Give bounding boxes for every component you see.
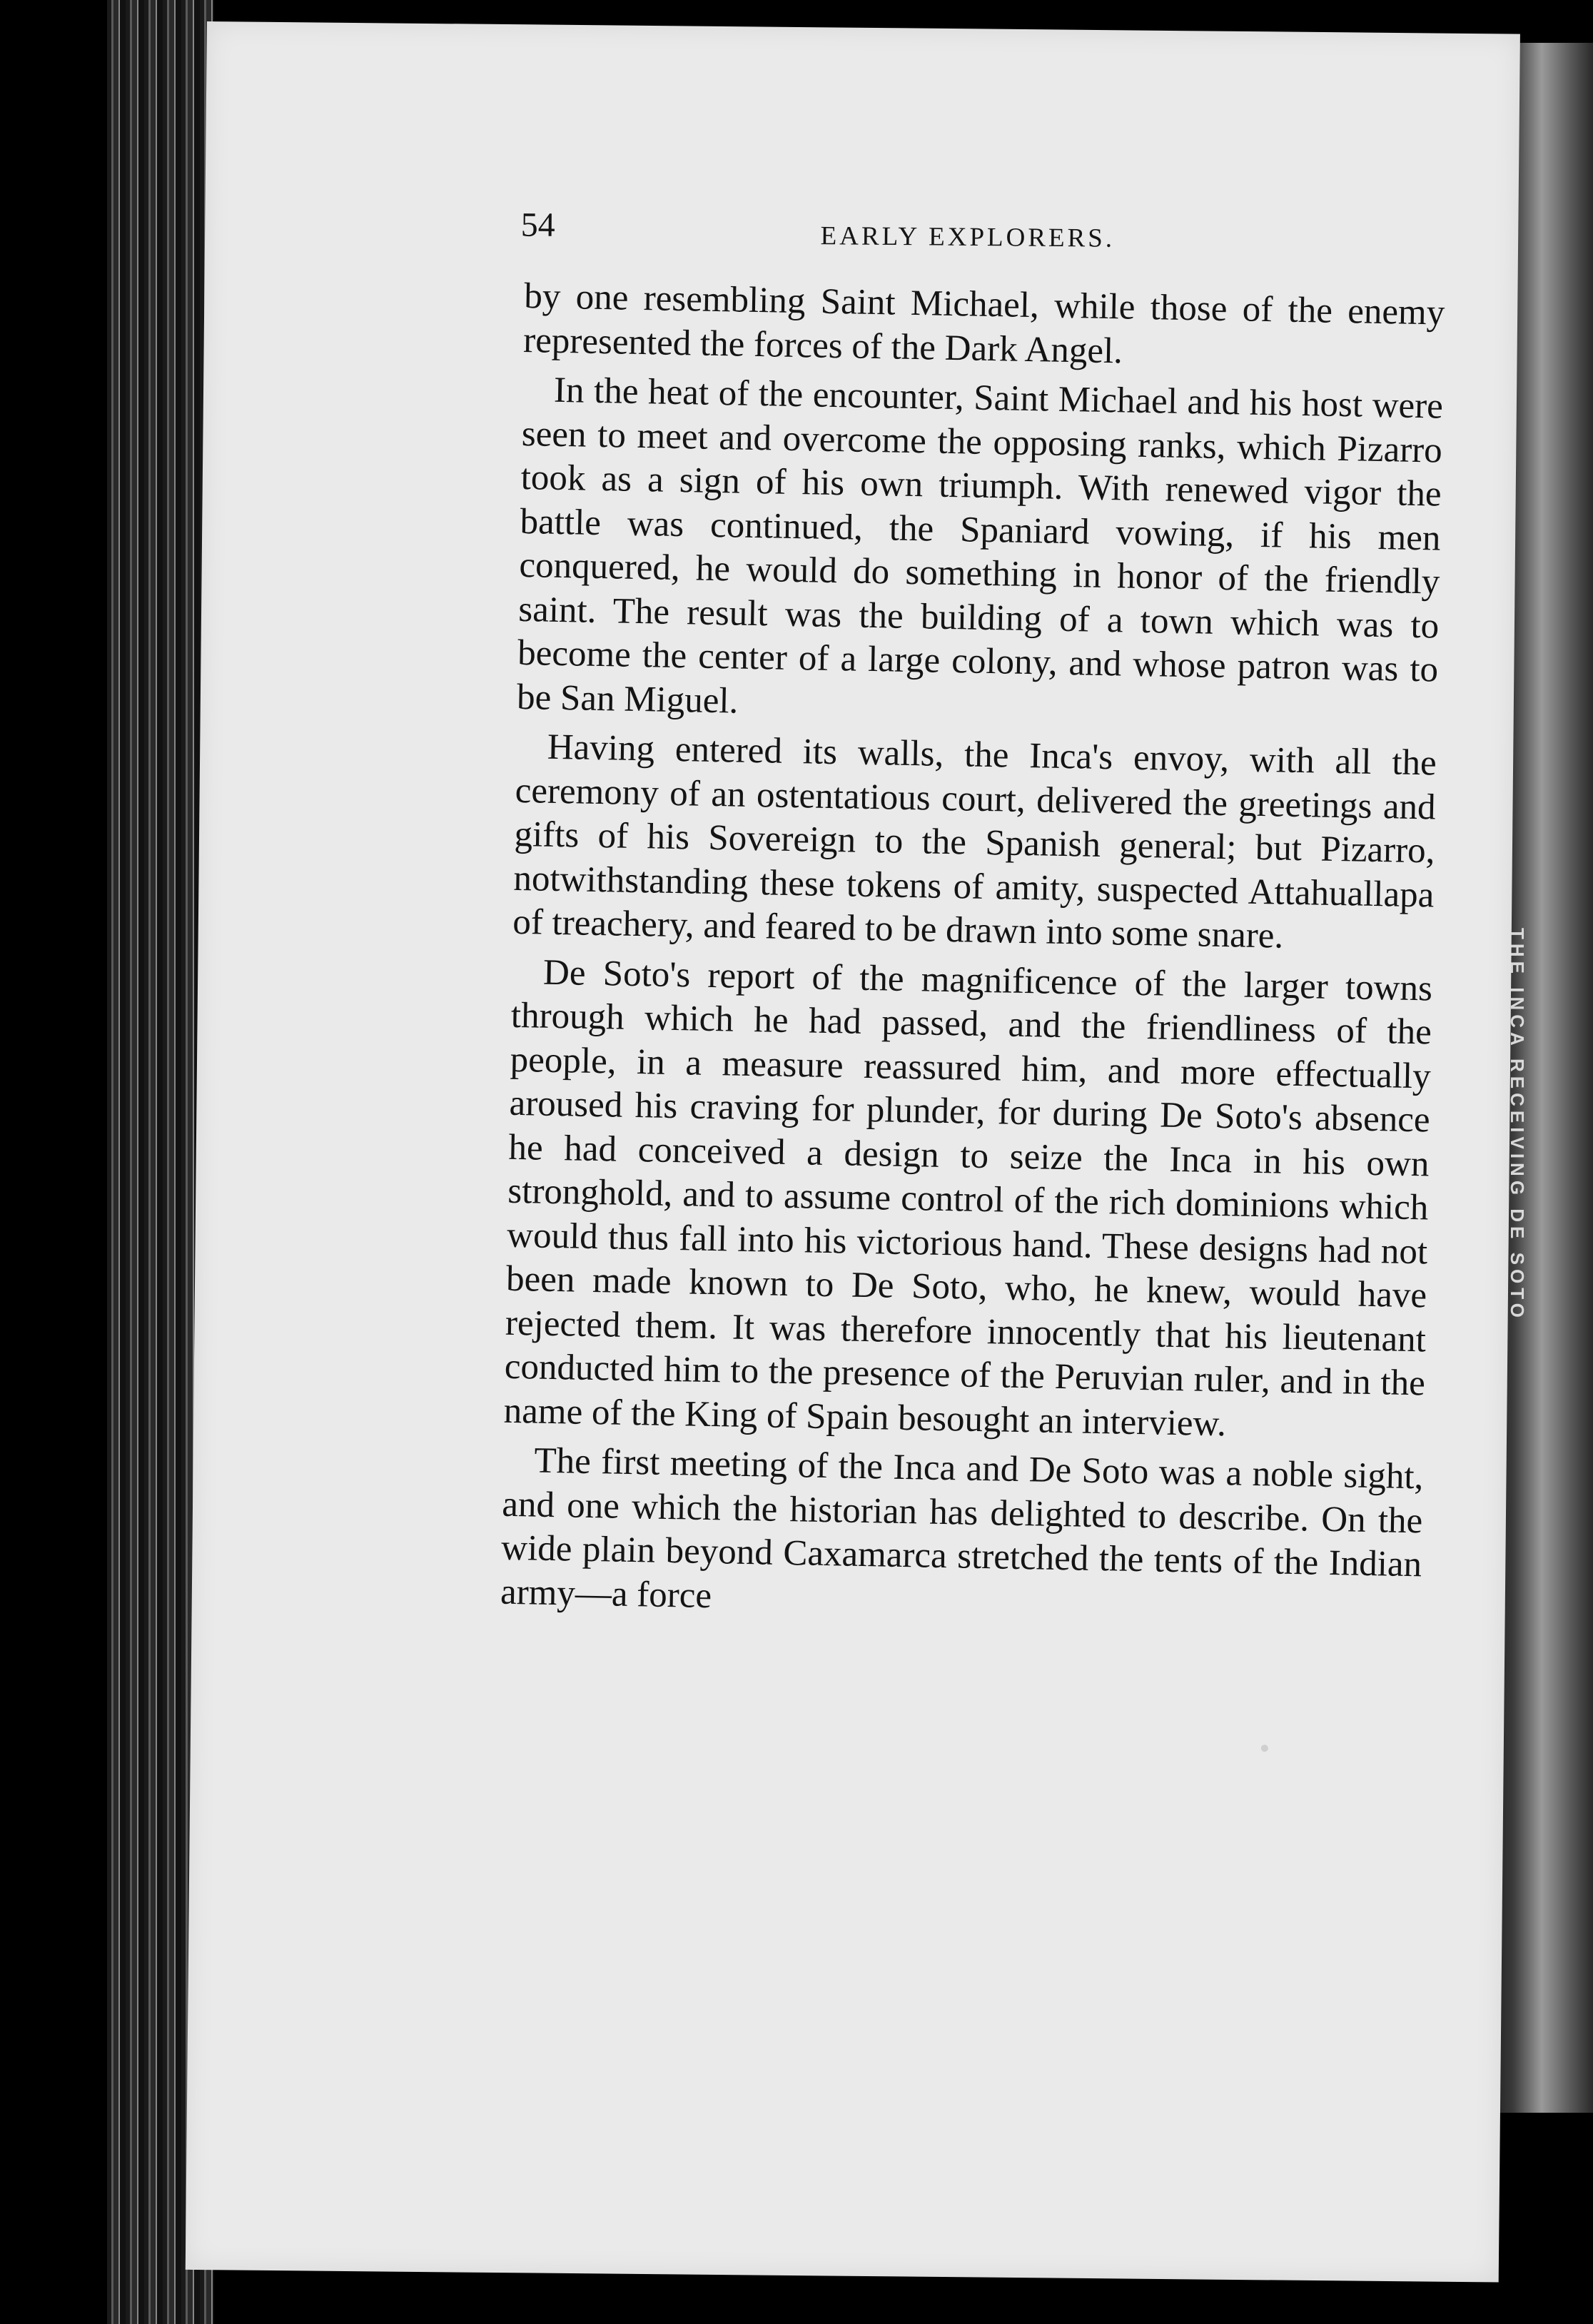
plate-caption: THE INCA RECEIVING DE SOTO — [1507, 928, 1528, 1322]
paragraph: In the heat of the encounter, Saint Michael and his host were seen to meet and overcome the opposing ranks, which Pizarro took as a sign of his own triumph. With renewed vigor the battle was continued, the Spaniard vowing, if his men conquered, he would do something in honor of the friendly saint. The result was the building of a town which was to become the center of a large colony, and whose patron was to be San Miguel. — [516, 370, 1444, 722]
paragraph: De Soto's report of the magnificence of the larger towns through which he had passed, and the friendliness of the people, in a measure reassured him, and more effectually aroused his craving for plunder, for during De Soto's absence he had conceived a design to seize the Inca in his own stronghold, and to assume control of the rich dominions which would thus fall into his victorious hand. These designs had not been made known to De Soto, who, he knew, would have rejected them. It was therefore innocently that his lieutenant conducted him to the presence of the Peruvian ruler, and in the name of the King of Spain besought an interview. — [503, 952, 1433, 1444]
page-number: 54 — [520, 206, 555, 244]
paper-speck — [1261, 1744, 1268, 1752]
paragraph-continuation: by one resembling Saint Michael, while those of the enemy represented the forces of the Dark Angel. — [522, 276, 1445, 371]
running-title: EARLY EXPLORERS. — [820, 221, 1116, 253]
paragraph: The first meeting of the Inca and De Soto was a noble sight, and one which the historian has delighted to describe. On the wide plain beyond Caxamarca stretched the tents of the Indian army—a force — [500, 1440, 1424, 1616]
body-text — [500, 275, 1445, 1637]
paragraph: Having entered its walls, the Inca's envoy, with all the ceremony of an ostentatious court, delivered the greetings and gifts of his Sovereign to the Spanish general; but Pizarro, notwithstanding these tokens of amity, suspected Attahuallapa of treachery, and feared to be drawn into some snare. — [512, 727, 1437, 956]
